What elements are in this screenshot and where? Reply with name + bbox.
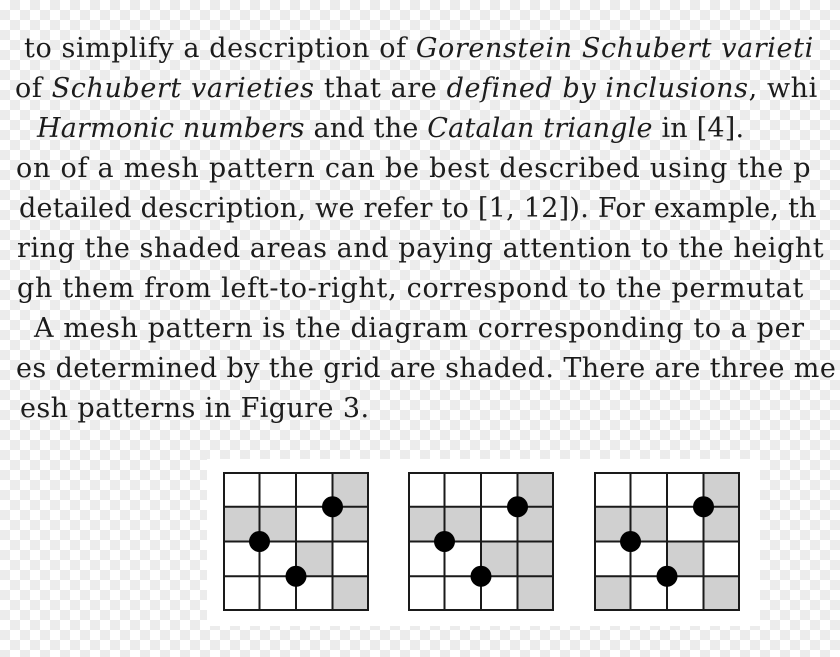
shaded-cell xyxy=(518,576,555,611)
pattern-point xyxy=(507,496,528,517)
text-run: to simplify a description of xyxy=(24,33,416,64)
text-line-7 xyxy=(17,269,804,309)
pattern-point xyxy=(657,566,678,587)
text-line-8 xyxy=(34,309,805,349)
italic-term: Schubert varieties xyxy=(51,73,315,104)
pattern-point xyxy=(249,531,270,552)
figure-3-mesh-patterns xyxy=(207,459,760,626)
text-run: in [4]. xyxy=(652,113,745,144)
text-line-6 xyxy=(17,229,824,269)
mesh-grid xyxy=(223,472,369,611)
mesh-pattern-3 xyxy=(594,472,740,611)
text-run: es determined by the grid are shaded. There are three me xyxy=(16,353,837,384)
italic-term: Catalan triangle xyxy=(427,113,653,144)
text-run: ring the shaded areas and paying attention to the height xyxy=(17,233,825,264)
mesh-grid xyxy=(594,472,740,611)
pattern-point xyxy=(693,496,714,517)
italic-term: Gorenstein Schubert varieti xyxy=(415,33,814,64)
text-run: on of a mesh pattern can be best described using the p xyxy=(16,153,812,184)
text-line-3 xyxy=(37,109,744,149)
text-line-1 xyxy=(24,29,814,69)
pattern-point xyxy=(322,496,343,517)
text-line-4 xyxy=(16,149,811,189)
pattern-point xyxy=(286,566,307,587)
text-run: of xyxy=(15,73,52,104)
shaded-cell xyxy=(333,576,370,611)
mesh-pattern-1 xyxy=(223,472,369,611)
text-run: that are xyxy=(314,73,447,104)
text-run: and the xyxy=(304,113,428,144)
text-run: A mesh pattern is the diagram corresponding to a per xyxy=(34,313,805,344)
text-run: detailed description, we refer to [1, 12]). For example, th xyxy=(19,193,817,224)
text-line-2 xyxy=(15,69,818,109)
text-run: esh patterns in Figure 3. xyxy=(20,393,370,424)
text-line-10 xyxy=(20,389,369,429)
pattern-point xyxy=(434,531,455,552)
text-line-9 xyxy=(16,349,836,389)
mesh-pattern-2 xyxy=(408,472,554,611)
italic-term: defined by inclusions xyxy=(446,73,749,104)
text-run: gh them from left-to-right, correspond to the permutat xyxy=(17,273,805,304)
italic-term: Harmonic numbers xyxy=(37,113,305,144)
pattern-point xyxy=(471,566,492,587)
mesh-grid xyxy=(408,472,554,611)
shaded-cell xyxy=(704,576,741,611)
text-run: , whi xyxy=(748,73,818,104)
text-line-5 xyxy=(19,189,817,229)
pattern-point xyxy=(620,531,641,552)
shaded-cell xyxy=(594,576,631,611)
shaded-cell xyxy=(518,542,555,577)
